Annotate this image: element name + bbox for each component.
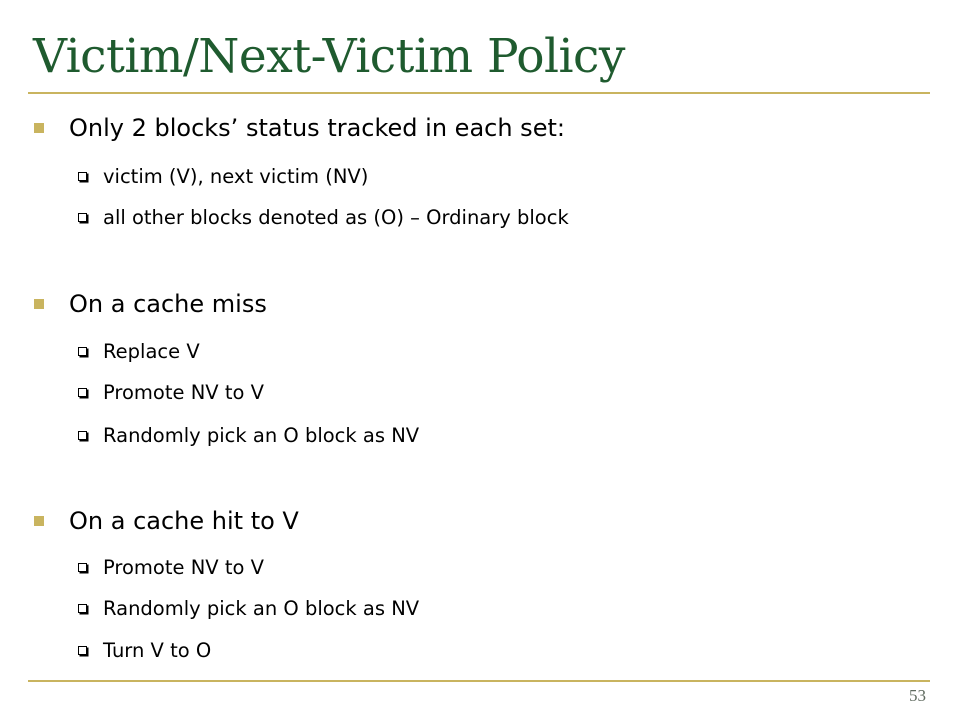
checkbox-bullet-icon	[78, 563, 87, 572]
sub-bullet-text: Replace V	[103, 340, 200, 363]
checkbox-bullet-icon	[78, 347, 87, 356]
sub-bullet-text: all other blocks denoted as (O) – Ordinary block	[103, 206, 569, 229]
checkbox-bullet-icon	[78, 646, 87, 655]
bullet-text: On a cache miss	[69, 290, 267, 318]
sub-bullet-text: Randomly pick an O block as NV	[103, 424, 420, 447]
bullet-item	[34, 290, 267, 318]
sub-bullet-item	[103, 424, 419, 447]
square-bullet-icon	[34, 123, 44, 133]
sub-bullet-text: victim (V), next victim (NV)	[103, 165, 369, 188]
sub-bullet-text: Promote NV to V	[103, 556, 264, 579]
sub-bullet-item	[103, 556, 264, 579]
bullet-item	[34, 114, 565, 142]
sub-bullet-item	[103, 206, 569, 229]
bullet-text: On a cache hit to V	[69, 507, 299, 535]
sub-bullet-item	[103, 340, 200, 363]
sub-bullet-item	[103, 381, 264, 404]
sub-bullet-text: Turn V to O	[103, 639, 212, 662]
checkbox-bullet-icon	[78, 388, 87, 397]
slide-title: Victim/Next-Victim Policy	[33, 29, 625, 84]
bullet-text: Only 2 blocks’ status tracked in each set:	[69, 114, 565, 142]
page-number: 53	[909, 686, 926, 705]
bullet-item	[34, 507, 299, 535]
sub-bullet-text: Randomly pick an O block as NV	[103, 597, 420, 620]
sub-bullet-item	[103, 597, 419, 620]
checkbox-bullet-icon	[78, 431, 87, 440]
sub-bullet-item	[103, 165, 368, 188]
sub-bullet-item	[103, 639, 211, 662]
sub-bullet-text: Promote NV to V	[103, 381, 264, 404]
square-bullet-icon	[34, 516, 44, 526]
footer-divider	[28, 680, 930, 682]
square-bullet-icon	[34, 299, 44, 309]
checkbox-bullet-icon	[78, 213, 87, 222]
checkbox-bullet-icon	[78, 172, 87, 181]
checkbox-bullet-icon	[78, 604, 87, 613]
